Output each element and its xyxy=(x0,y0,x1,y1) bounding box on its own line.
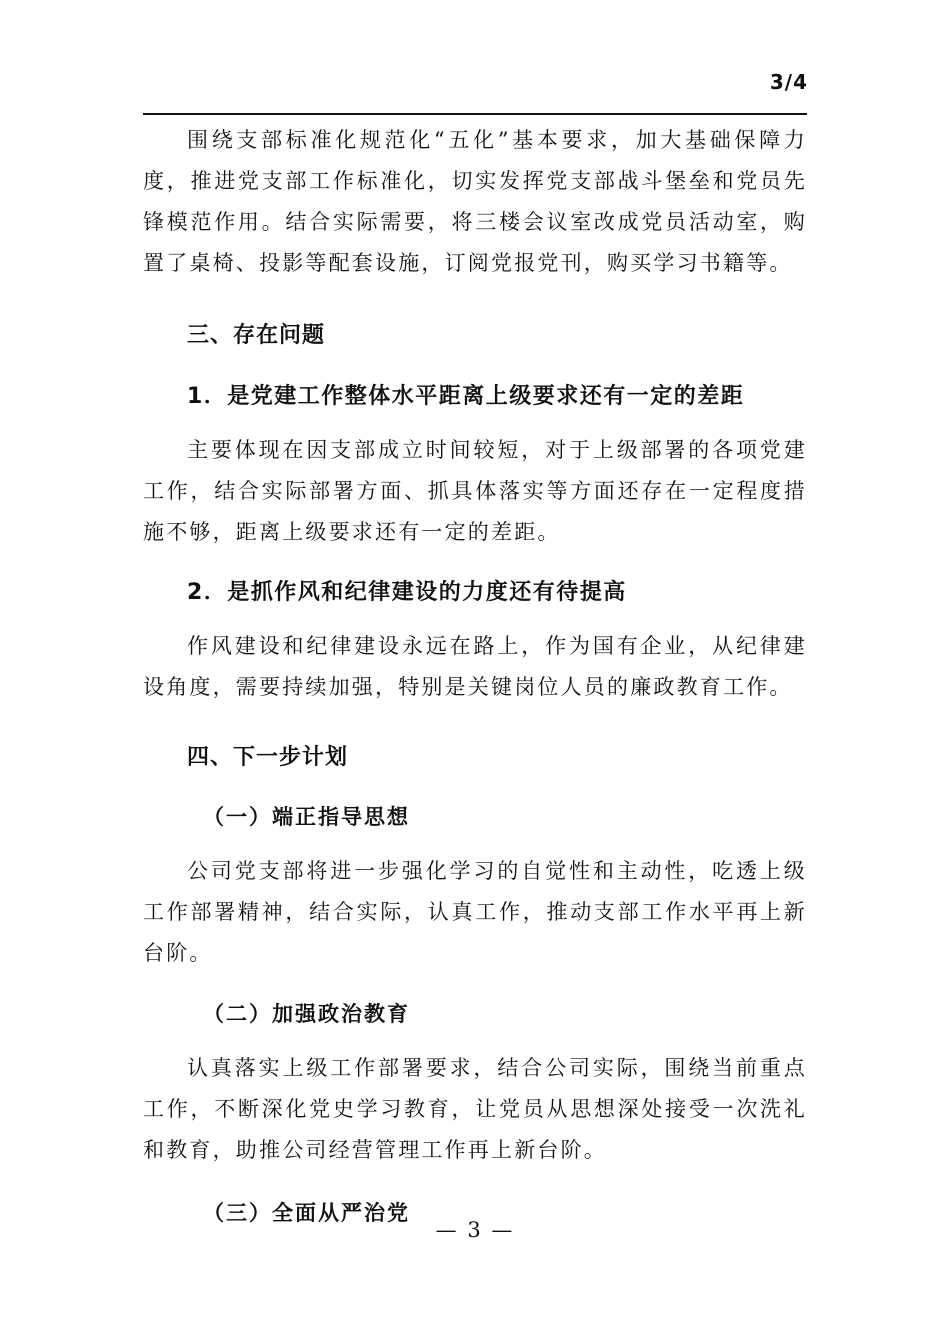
page-number: — 3 — xyxy=(435,1218,515,1242)
subheading-plan-2: （二）加强政治教育 xyxy=(203,1002,410,1026)
section-heading-plan: 四、下一步计划 xyxy=(187,745,349,770)
paragraph-foundation: 围绕支部标准化规范化“五化”基本要求，加大基础保障力度，推进党支部工作标准化，切实发挥党支部战斗堡垒和党员先锋模范作用。结合实际需要，将三楼会议室改成党员活动室，购置了桌椅、投影等配套设施，订阅党报党刊，购买学习书籍等。 xyxy=(143,128,807,275)
paragraph-plan-2: 认真落实上级工作部署要求，结合公司实际，围绕当前重点工作，不断深化党史学习教育，让党员从思想深处接受一次洗礼和教育，助推公司经营管理工作再上新台阶。 xyxy=(143,1056,807,1162)
header-rule xyxy=(143,113,807,115)
subheading-plan-3: （三）全面从严治党 xyxy=(203,1201,410,1225)
section-heading-issues: 三、存在问题 xyxy=(187,323,326,348)
subheading-issue-1: 1．是党建工作整体水平距离上级要求还有一定的差距 xyxy=(187,384,745,409)
paragraph-issue-1: 主要体现在因支部成立时间较短，对于上级部署的各项党建工作，结合实际部署方面、抓具体落实等方面还存在一定程度措施不够，距离上级要求还有一定的差距。 xyxy=(143,438,807,544)
subheading-issue-2: 2．是抓作风和纪律建设的力度还有待提高 xyxy=(187,580,627,605)
document-body xyxy=(143,120,807,1227)
subheading-plan-1: （一）端正指导思想 xyxy=(203,805,410,829)
page-counter: 3/4 xyxy=(769,70,808,94)
paragraph-issue-2: 作风建设和纪律建设永远在路上，作为国有企业，从纪律建设角度，需要持续加强，特别是关键岗位人员的廉政教育工作。 xyxy=(143,634,807,699)
paragraph-plan-1: 公司党支部将进一步强化学习的自觉性和主动性，吃透上级工作部署精神，结合实际，认真工作，推动支部工作水平再上新台阶。 xyxy=(143,859,807,965)
